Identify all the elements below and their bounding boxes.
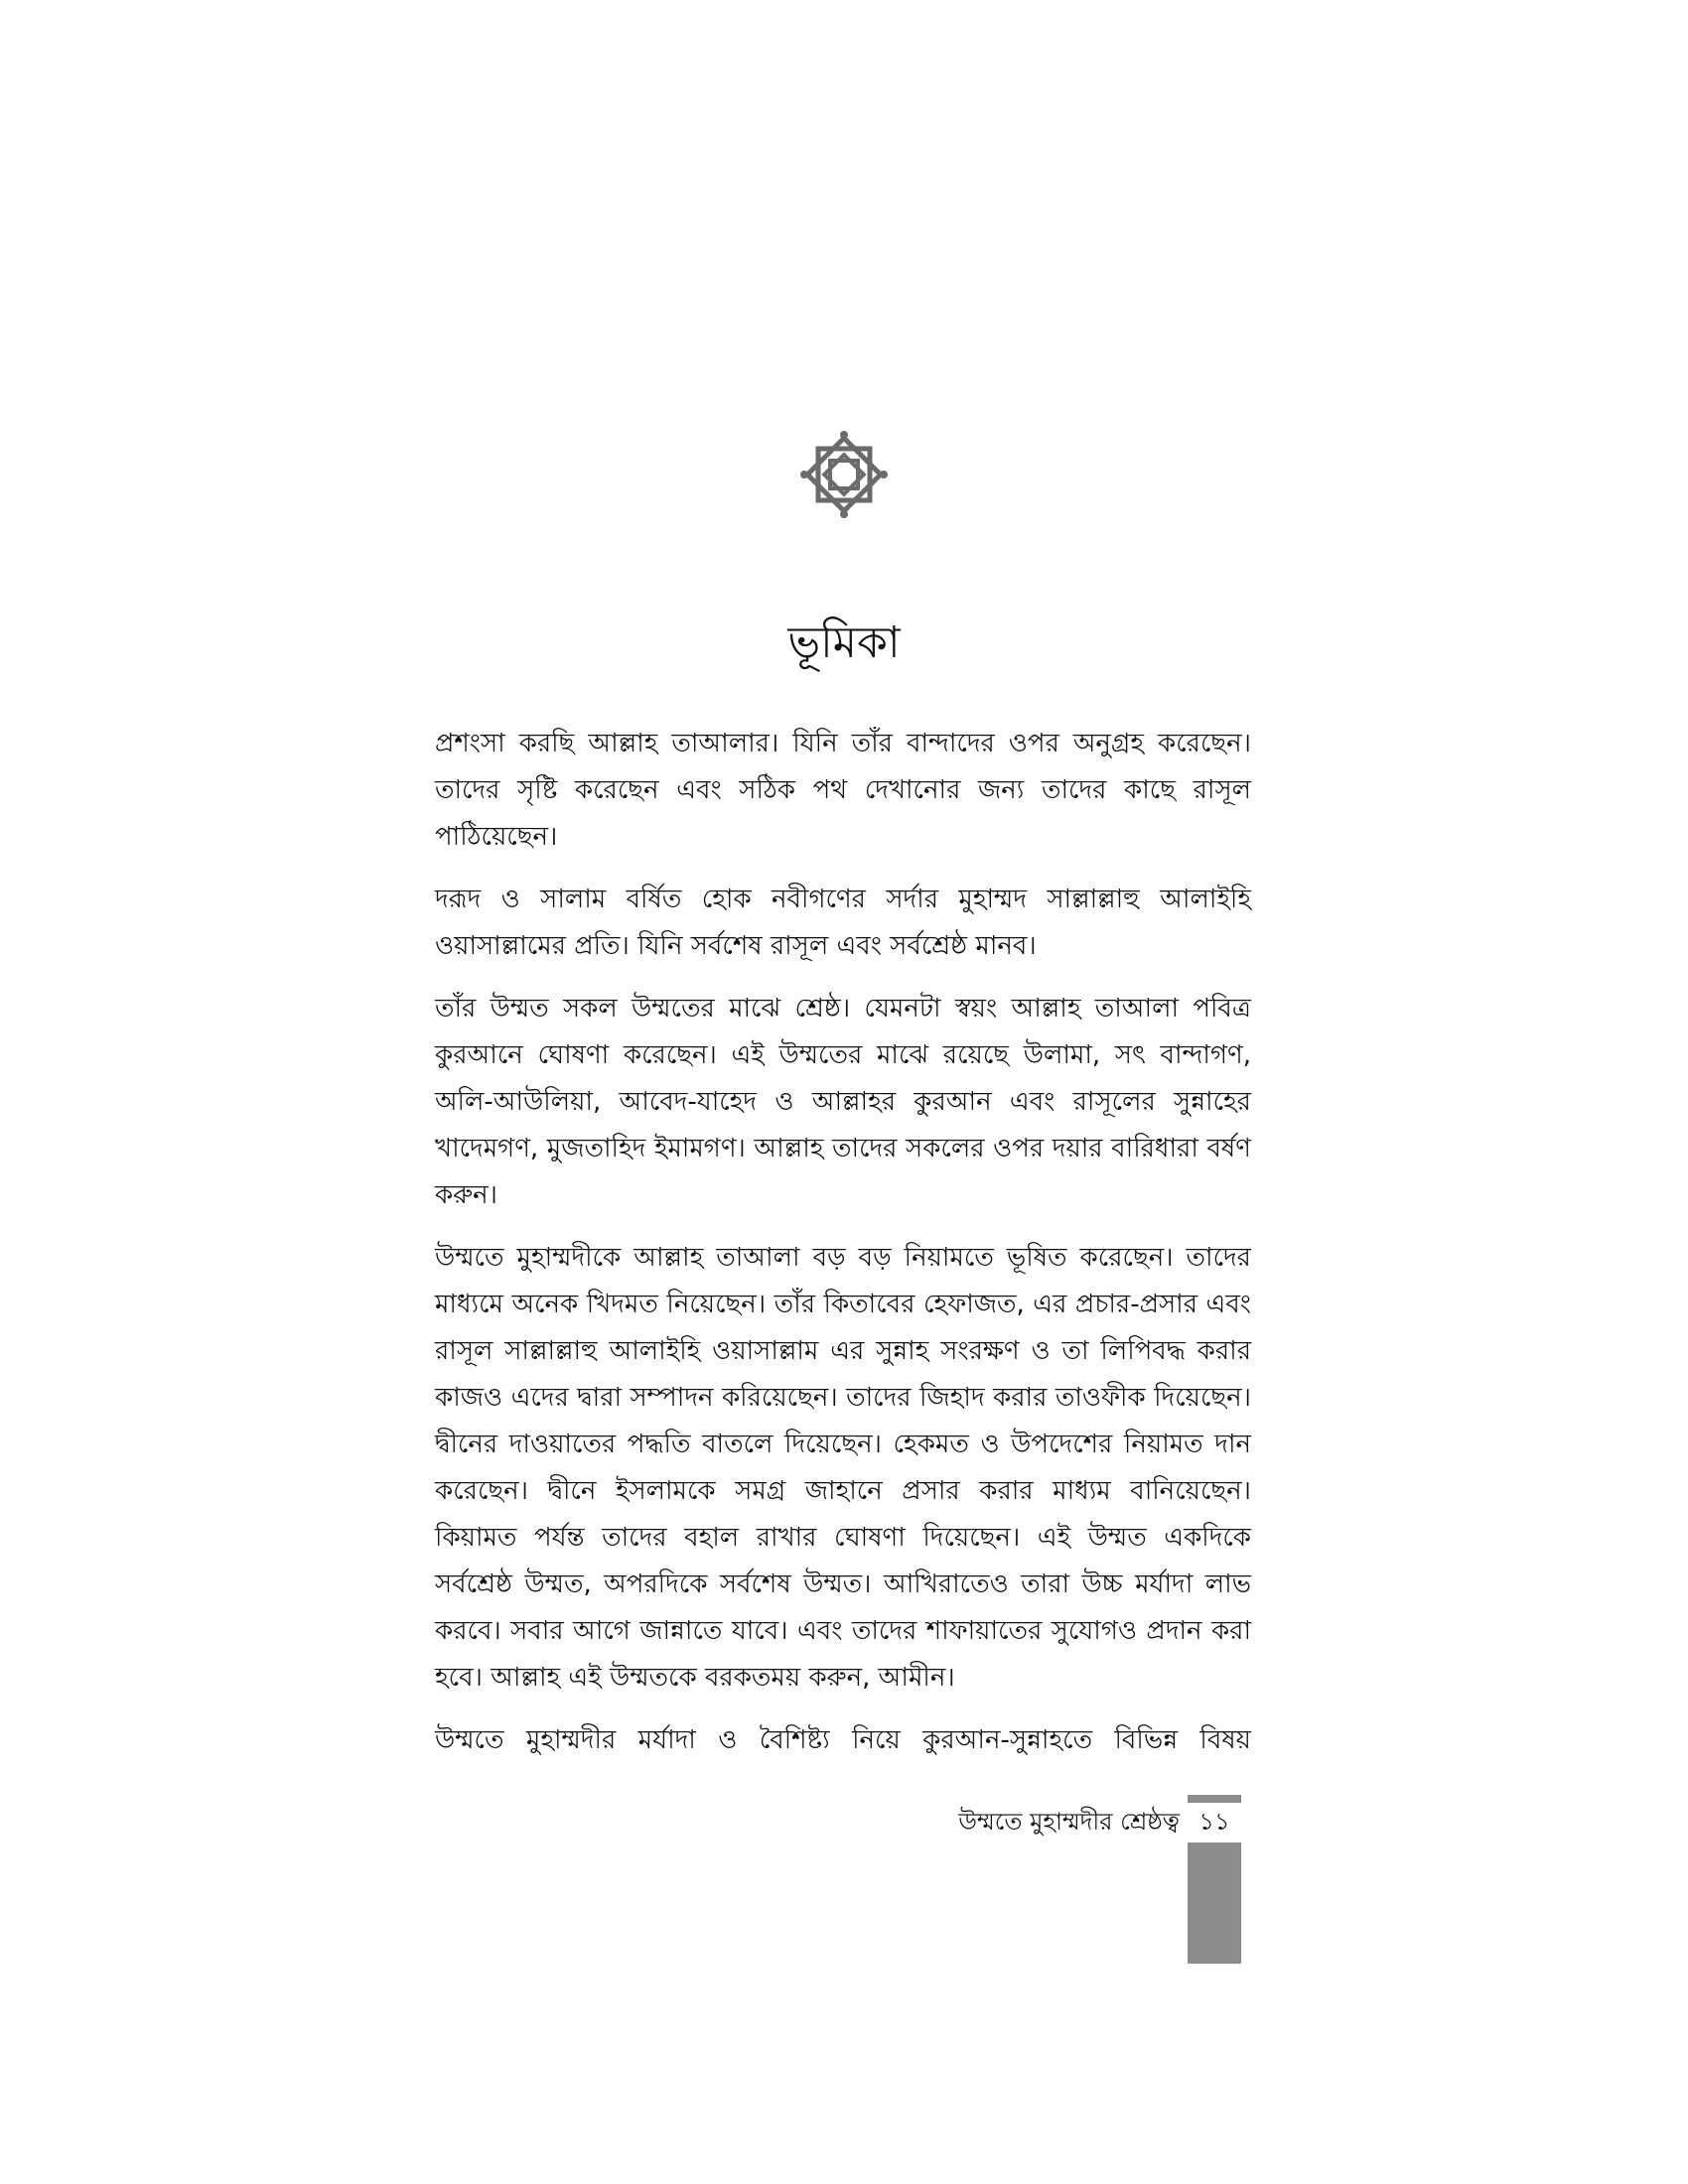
paragraph-3: তাঁর উম্মত সকল উম্মতের মাঝে শ্রেষ্ঠ। যেমনটা স্বয়ং আল্লাহ তাআলা পবিত্র কুরআনে ঘোষণা করেছেন। এই উম্মতের মাঝে রয়েছে উলামা, সৎ বান্দাগণ, অলি-আউলিয়া, আবেদ-যাহেদ ও আল্লাহর কুরআন এবং রাসূলের সুন্নাহের খাদেমগণ, মুজতাহিদ ইমামগণ। আল্লাহ তাদের সকলের ওপর দয়ার বারিধারা বর্ষণ করুন। xyxy=(435,994,1251,1210)
body-text xyxy=(435,721,1251,1780)
page-title: ভূমিকা xyxy=(787,617,901,668)
paragraph-5: উম্মতে মুহাম্মদীর মর্যাদা ও বৈশিষ্ট্য নিয়ে কুরআন-সুন্নাহতে বিভিন্ন বিষয় xyxy=(435,1725,1251,1755)
page-number: ১১ xyxy=(1198,1808,1230,1836)
page-number-tab xyxy=(1188,1795,1241,1964)
geometric-star-ornament-icon xyxy=(794,425,894,524)
page-tab-top-bar xyxy=(1188,1795,1241,1803)
paragraph-1: প্রশংসা করছি আল্লাহ তাআলার। যিনি তাঁর বান্দাদের ওপর অনুগ্রহ করেছেন। তাদের সৃষ্টি করেছেন এবং সঠিক পথ দেখানোর জন্য তাদের কাছে রাসূল পাঠিয়েছেন। xyxy=(435,729,1251,852)
running-footer-book-title: উম্মতে মুহাম্মদীর শ্রেষ্ঠত্ব xyxy=(958,1808,1180,1836)
paragraph-2: দরূদ ও সালাম বর্ষিত হোক নবীগণের সর্দার মুহাম্মদ সাল্লাল্লাহু আলাইহি ওয়াসাল্লামের প্রতি। যিনি সর্বশেষ রাসূল এবং সর্বশ্রেষ্ঠ মানব। xyxy=(435,885,1251,961)
page-tab-bar xyxy=(1188,1843,1241,1964)
paragraph-4: উম্মতে মুহাম্মদীকে আল্লাহ তাআলা বড় বড় নিয়ামতে ভূষিত করেছেন। তাদের মাধ্যমে অনেক খিদমত নিয়েছেন। তাঁর কিতাবের হেফাজত, এর প্রচার-প্রসার এবং রাসূল সাল্লাল্লাহু আলাইহি ওয়াসাল্লাম এর সুন্নাহ সংরক্ষণ ও তা লিপিবদ্ধ করার কাজও এদের দ্বারা সম্পাদন করিয়েছেন। তাদের জিহাদ করার তাওফীক দিয়েছেন। দ্বীনের দাওয়াতের পদ্ধতি বাতলে দিয়েছেন। হেকমত ও উপদেশের নিয়ামত দান করেছেন। দ্বীনে ইসলামকে সমগ্র জাহানে প্রসার করার মাধ্যম বানিয়েছেন। কিয়ামত পর্যন্ত তাদের বহাল রাখার ঘোষণা দিয়েছেন। এই উম্মত একদিকে সর্বশ্রেষ্ঠ উম্মত, অপরদিকে সর্বশেষ উম্মত। আখিরাতেও তারা উচ্চ মর্যাদা লাভ করবে। সবার আগে জান্নাতে যাবে। এবং তাদের শাফায়াতের সুযোগও প্রদান করা হবে। আল্লাহ এই উম্মতকে বরকতময় করুন, আমীন। xyxy=(435,1243,1251,1693)
